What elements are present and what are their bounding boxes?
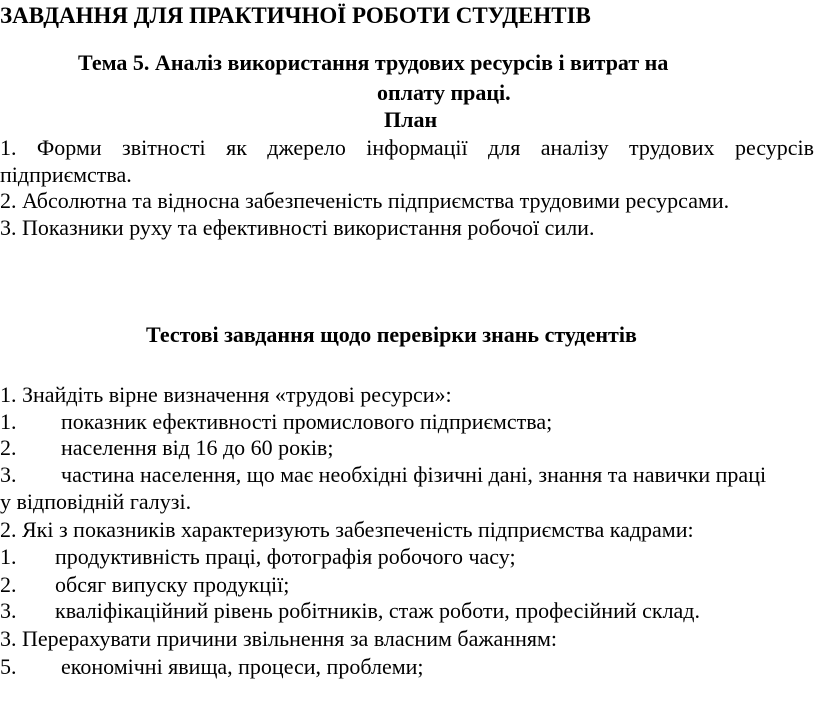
option-text: кваліфікаційний рівень робітників, стаж роботи, професійний склад. — [55, 598, 701, 623]
answer-option — [0, 434, 816, 462]
answer-option — [0, 571, 816, 599]
question-3: 3. Перерахувати причини звільнення за власним бажанням: — [0, 626, 558, 651]
option-text: продуктивність праці, фотографія робочого часу; — [55, 544, 516, 569]
question-2: 2. Які з показників характеризують забезпеченість підприємства кадрами: — [0, 517, 694, 542]
plan-item-1-cont: підприємства. — [0, 162, 132, 187]
option-number: 1. — [0, 544, 17, 569]
answer-option — [0, 653, 816, 681]
question-1: 1. Знайдіть вірне визначення «трудові ресурси»: — [0, 382, 452, 407]
option-number: 5. — [0, 654, 17, 679]
option-text: економічні явища, процеси, проблеми; — [61, 654, 424, 679]
option-number: 3. — [0, 462, 17, 487]
topic-title-line2: оплату праці. — [377, 80, 511, 105]
plan-item-1: 1. Форми звітності як джерело інформації для аналізу трудових ресурсів — [0, 135, 814, 160]
topic-title-line1: Тема 5. Аналіз використання трудових ресурсів і витрат на — [78, 50, 669, 75]
option-text: населення від 16 до 60 років; — [61, 435, 334, 460]
tests-heading: Тестові завдання щодо перевірки знань студентів — [146, 322, 637, 347]
option-text: обсяг випуску продукції; — [55, 572, 290, 597]
plan-heading: План — [384, 107, 438, 132]
option-text: частина населення, що має необхідні фізичні дані, знання та навички праці — [61, 462, 767, 487]
option-number: 2. — [0, 572, 17, 597]
plan-item-3: 3. Показники руху та ефективності використання робочої сили. — [0, 215, 595, 240]
answer-option — [0, 543, 816, 571]
answer-option — [0, 408, 816, 436]
document-title: ЗАВДАННЯ ДЛЯ ПРАКТИЧНОЇ РОБОТИ СТУДЕНТІВ — [0, 3, 591, 28]
option-text: показник ефективності промислового підприємства; — [61, 409, 553, 434]
plan-item-2: 2. Абсолютна та відносна забезпеченість підприємства трудовими ресурсами. — [0, 188, 730, 213]
answer-option — [0, 597, 816, 625]
answer-option — [0, 461, 816, 489]
option-number: 3. — [0, 598, 17, 623]
option-text-cont: у відповідній галузі. — [0, 489, 192, 514]
option-number: 2. — [0, 435, 17, 460]
option-number: 1. — [0, 409, 17, 434]
